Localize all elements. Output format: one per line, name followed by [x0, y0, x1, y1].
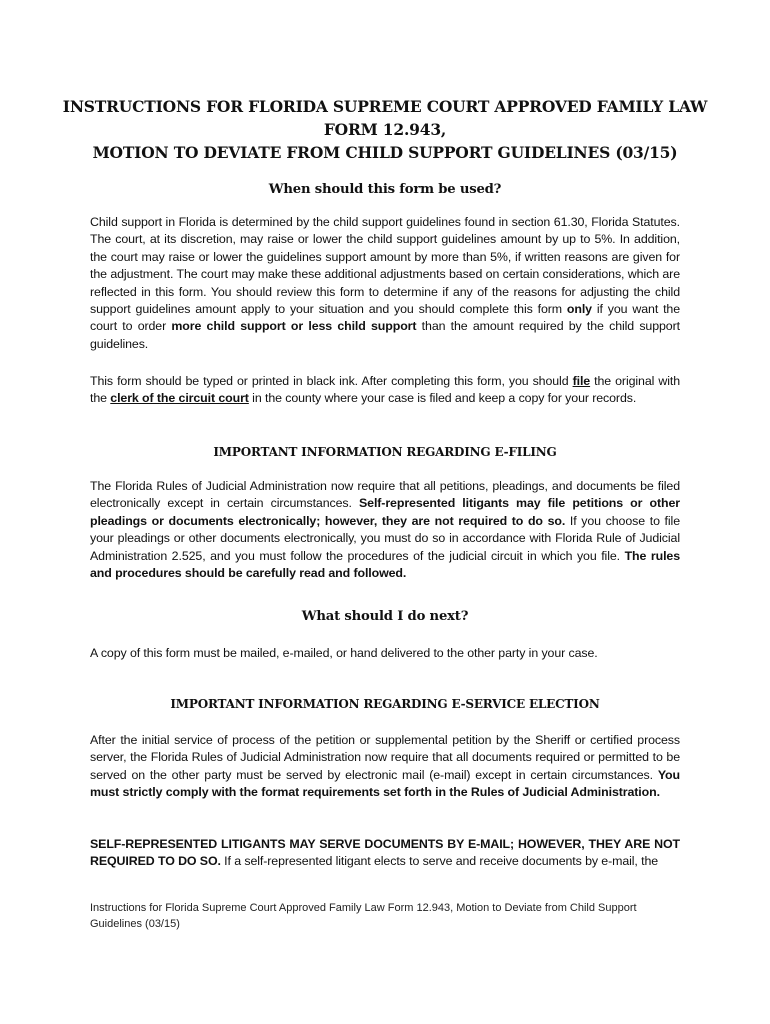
- heading-what-next: What should I do next?: [301, 609, 469, 624]
- paragraph-child-support: [90, 214, 680, 353]
- bold-text: more child support or less child support: [171, 319, 417, 334]
- paragraph-filing: [90, 373, 680, 408]
- paragraph-what-next: A copy of this form must be mailed, e-mailed, or hand delivered to the other party in your case.: [90, 646, 598, 660]
- clerk-link[interactable]: clerk of the circuit court: [110, 391, 249, 406]
- title-line-1: INSTRUCTIONS FOR FLORIDA SUPREME COURT APPROVED FAMILY LAW: [62, 97, 708, 116]
- heading-when-used: When should this form be used?: [268, 182, 502, 197]
- text-segment: This form should be typed or printed in black ink. After completing this form, you should: [90, 374, 573, 388]
- heading-efiling: IMPORTANT INFORMATION REGARDING E-FILING: [213, 445, 557, 459]
- bold-text: Self-represented litigants may file petitions or other pleadings or documents electronically; however, they are not required to do so.: [90, 496, 680, 528]
- paragraph-self-represented: [90, 836, 680, 871]
- text-segment: if you want the court to order: [90, 302, 680, 334]
- text-segment: After the initial service of process of the petition or supplemental petition by the Sheriff or certified process server, the Florida Rules of Judicial Administration now require that all documents required or permitted to be served on the other party must be served by electronic mail (e-mail) except in certain circumstances.: [90, 733, 680, 782]
- paragraph-efiling: [90, 478, 680, 582]
- paragraph-eservice: [90, 732, 680, 802]
- bold-text: SELF-REPRESENTED LITIGANTS MAY SERVE DOCUMENTS BY E-MAIL; HOWEVER, THEY ARE NOT REQUIRED TO DO SO.: [90, 837, 680, 869]
- heading-eservice: IMPORTANT INFORMATION REGARDING E-SERVICE ELECTION: [170, 697, 600, 711]
- page-title: [60, 95, 710, 164]
- bold-text: only: [566, 302, 592, 317]
- file-link[interactable]: file: [572, 374, 591, 388]
- text-segment: Child support in Florida is determined by the child support guidelines found in section 61.30, Florida Statutes. The court, at its discretion, may raise or lower the child support guidelines amount by up to 5%. In addition, the court may raise or lower the guidelines support amount by more than 5%, if written reasons are given for the adjustment. The court may make these additional adjustments based on certain considerations, which are reflected in this form. You should review this form to determine if any of the reasons for adjusting the child support guidelines amount apply to your situation and you should complete this form: [90, 215, 680, 317]
- text-segment: than the amount required by the child support guidelines.: [90, 319, 680, 351]
- title-line-2: FORM 12.943,: [323, 120, 447, 139]
- text-segment: in the county where your case is filed and keep a copy for your records.: [248, 391, 637, 406]
- text-segment: The Florida Rules of Judicial Administration now require that all petitions, pleadings, and documents be filed electronically except in certain circumstances.: [90, 479, 680, 511]
- title-line-3: MOTION TO DEVIATE FROM CHILD SUPPORT GUIDELINES (03/15): [92, 143, 678, 162]
- text-segment: If you choose to file your pleadings or other documents electronically, you must do so in accordance with Florida Rule of Judicial Administration 2.525, and you must follow the procedures of the judicial circuit in which you file.: [90, 513, 680, 563]
- text-segment: If a self-represented litigant elects to serve and receive documents by e-mail, the: [220, 854, 659, 869]
- page-footer: Instructions for Florida Supreme Court Approved Family Law Form 12.943, Motion to Deviate from Child Support Guidelines (03/15): [90, 902, 637, 930]
- bold-text: You must strictly comply with the format requirements set forth in the Rules of Judicial Administration.: [90, 767, 680, 800]
- text-segment: the original with the: [90, 374, 680, 406]
- bold-text: The rules and procedures should be carefully read and followed.: [90, 548, 680, 581]
